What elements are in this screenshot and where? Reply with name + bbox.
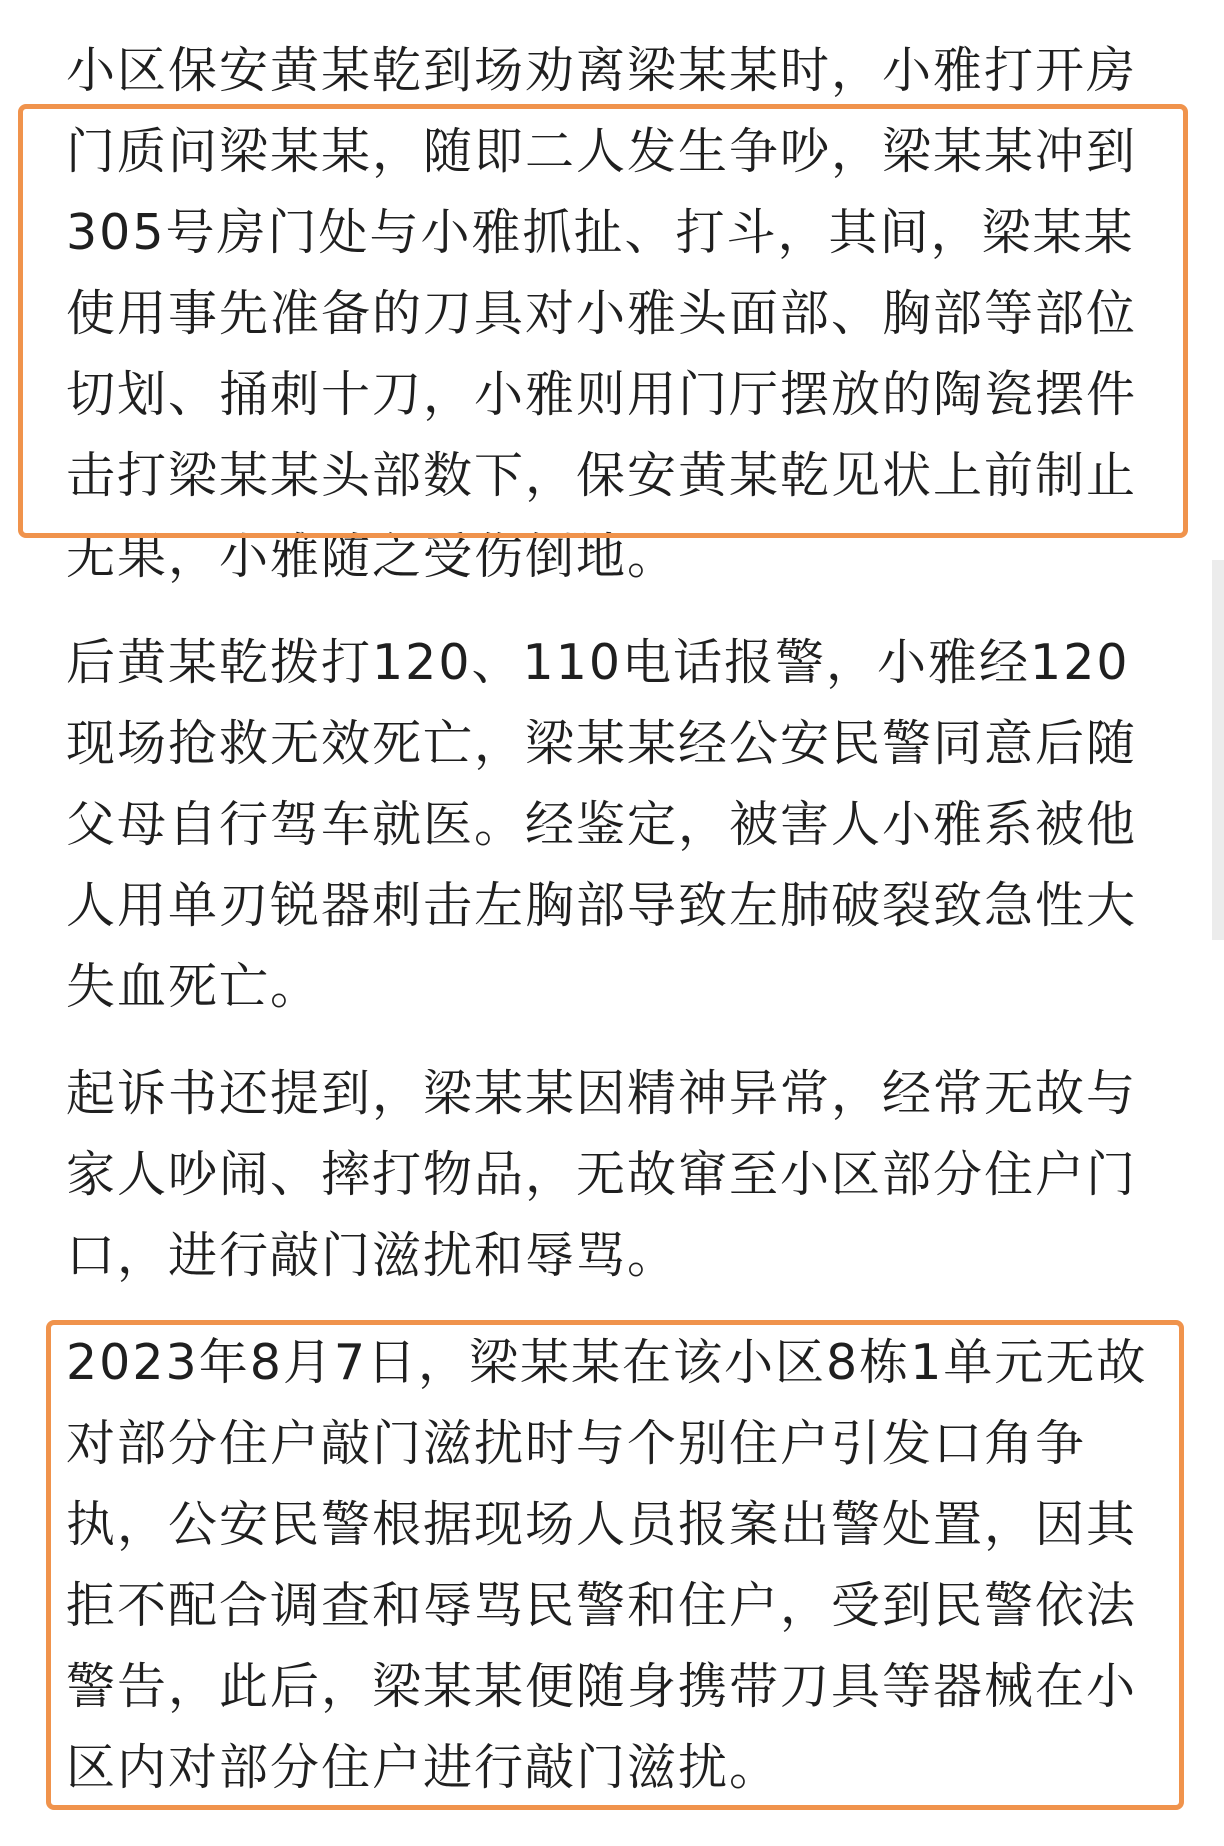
paragraph-2-line-1: 后黄某乾拨打120、110电话报警，小雅经120 — [66, 634, 1130, 691]
paragraph-2-line-2: 现场抢救无效死亡，梁某某经公安民警同意后随 — [66, 715, 1138, 772]
highlight-box-top — [18, 104, 1188, 538]
highlight-box-bottom — [46, 1320, 1184, 1810]
paragraph-4-line-2: 对部分住户敲门滋扰时与个别住户引发口角争 — [66, 1415, 1087, 1472]
paragraph-1-line-2: 门质问梁某某，随即二人发生争吵，梁某某冲到 — [66, 123, 1138, 180]
paragraph-1-line-6: 击打梁某某头部数下，保安黄某乾见状上前制止 — [66, 447, 1138, 504]
paragraph-4-line-3: 执，公安民警根据现场人员报案出警处置，因其 — [66, 1496, 1138, 1553]
paragraph-4-line-6: 区内对部分住户进行敲门滋扰。 — [66, 1739, 781, 1796]
paragraph-2-line-3: 父母自行驾车就医。经鉴定，被害人小雅系被他 — [66, 796, 1138, 853]
paragraph-1-line-3: 305号房门处与小雅抓扯、打斗，其间，梁某某 — [66, 204, 1135, 261]
scrollbar-track[interactable] — [1212, 560, 1224, 940]
paragraph-1-line-4: 使用事先准备的刀具对小雅头面部、胸部等部位 — [66, 285, 1138, 342]
paragraph-3-line-1: 起诉书还提到，梁某某因精神异常，经常无故与 — [66, 1065, 1138, 1122]
paragraph-4-line-4: 拒不配合调查和辱骂民警和住户，受到民警依法 — [66, 1577, 1138, 1634]
paragraph-1-line-1: 小区保安黄某乾到场劝离梁某某时，小雅打开房 — [66, 42, 1138, 99]
paragraph-4-line-1: 2023年8月7日，梁某某在该小区8栋1单元无故 — [66, 1334, 1148, 1391]
paragraph-1-line-7: 无果，小雅随之受伤倒地。 — [66, 528, 679, 585]
paragraph-1-line-5: 切划、捅刺十刀，小雅则用门厅摆放的陶瓷摆件 — [66, 366, 1138, 423]
paragraph-3-line-3: 口，进行敲门滋扰和辱骂。 — [66, 1227, 679, 1284]
paragraph-2-line-5: 失血死亡。 — [66, 958, 322, 1015]
paragraph-4-line-5: 警告，此后，梁某某便随身携带刀具等器械在小 — [66, 1658, 1138, 1715]
paragraph-2-line-4: 人用单刃锐器刺击左胸部导致左肺破裂致急性大 — [66, 877, 1138, 934]
paragraph-3-line-2: 家人吵闹、摔打物品，无故窜至小区部分住户门 — [66, 1146, 1138, 1203]
